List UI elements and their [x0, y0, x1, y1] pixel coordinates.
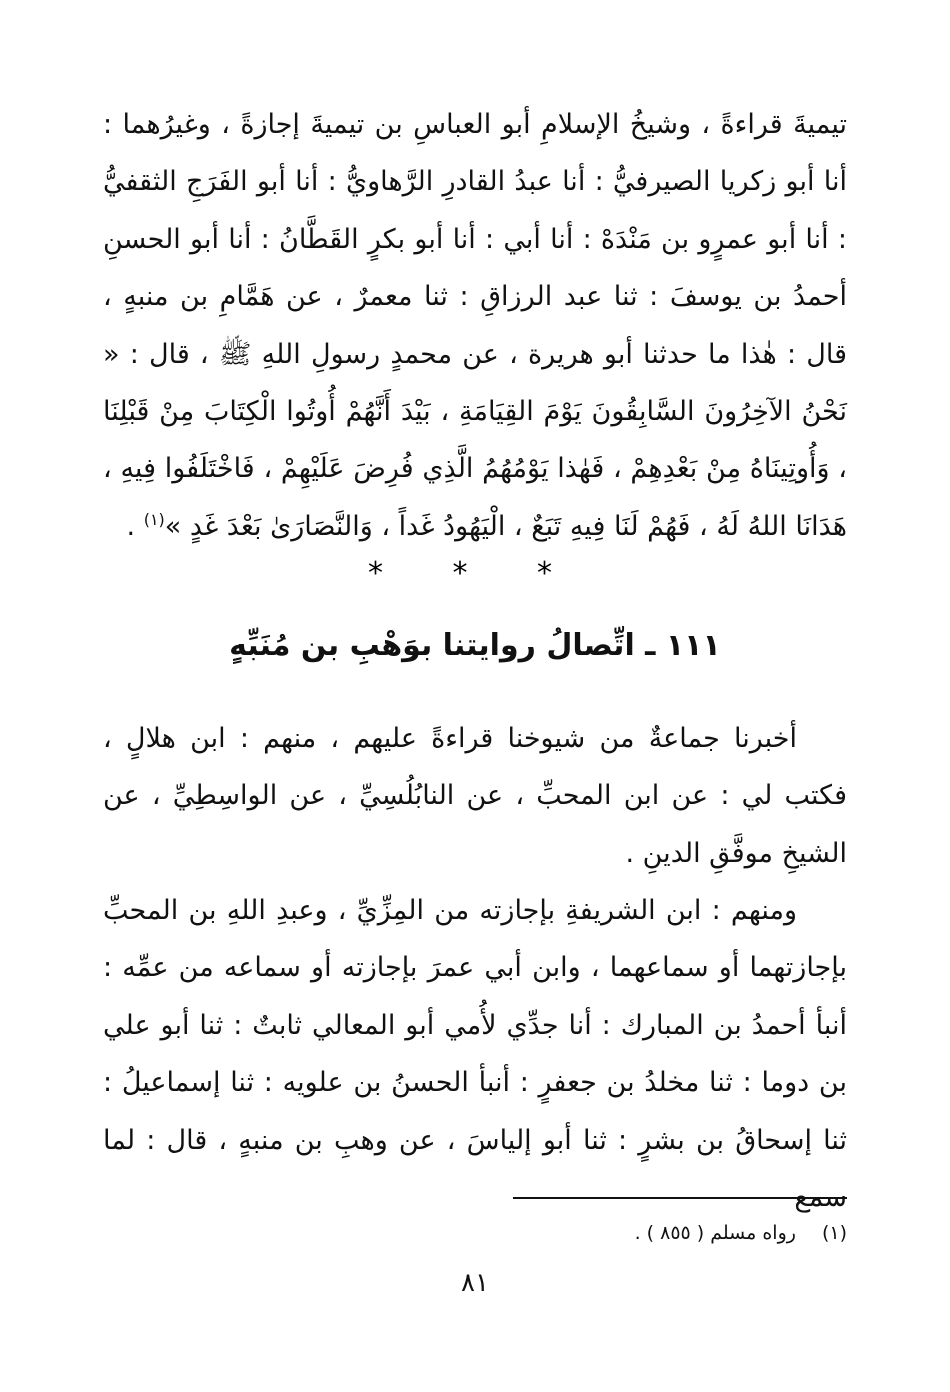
chain-paragraph: ومنهم : ابن الشريفةِ بإجازته من المِزِّيِّ ، وعبدِ اللهِ بن المحبِّ بإجازتهما أو سماعهما ، وابن أبي عمرَ بإجازته أو سماعه من عمِّه : أنبأ أحمدُ بن المبارك : أنا جدِّي لأُمي أبو المعالي ثابتٌ : ثنا أبو علي بن دوما : ثنا مخلدُ بن جعفرٍ : أنبأ الحسنُ بن علويه : ثنا إسماعيلُ : ثنا إسحاقُ بن بشرٍ : ثنا أبو إلياسَ ، عن وهبِ بن منبهٍ ، قال : لما سمع — [103, 895, 847, 1214]
hadith-text: تيميةَ قراءةً ، وشيخُ الإسلامِ أبو العباسِ بن تيميةَ إجازةً ، وغيرُهما : أنا أبو زكريا الصيرفيُّ : أنا عبدُ القادرِ الرَّهاويُّ : أنا أبو الفَرَجِ الثقفيُّ : أنا أبو عمرٍو بن مَنْدَهْ : أنا أبي : أنا أبو بكرٍ القَطَّانُ : أنا أبو الحسنِ أحمدُ بن يوسفَ : ثنا عبد الرزاقِ : ثنا معمرٌ ، عن هَمَّامِ بن منبهٍ ، قال : هٰذا ما حدثنا أبو هريرة ، عن محمدٍ رسولِ اللهِ ﷺ ، قال : « نَحْنُ الآخِرُونَ السَّابِقُونَ يَوْمَ القِيَامَةِ ، بَيْدَ أَنَّهُمْ أُوتُوا الْكِتَابَ مِنْ قَبْلِنَا ، وَأُوتِينَاهُ مِنْ بَعْدِهِمْ ، فَهٰذا يَوْمُهُمُ الَّذِي فُرِضَ عَلَيْهِمْ ، فَاخْتَلَفُوا فِيهِ ، هَدَانَا اللهُ لَهُ ، فَهُمْ لَنَا فِيهِ تَبَعٌ ، الْيَهُودُ غَداً ، وَالنَّصَارَىٰ بَعْدَ غَدٍ » — [103, 109, 847, 542]
footnote-text: رواه مسلم ( ٨٥٥ ) . — [634, 1222, 796, 1244]
footnote-divider — [513, 1197, 847, 1199]
section-separator: * * * — [367, 556, 583, 591]
paragraph-end: . — [126, 510, 144, 542]
section-heading: ١١١ ـ اتِّصالُ روايتنا بوَهْبِ بن مُنَبِّهٍ — [229, 628, 721, 663]
footnote-marker: (١) — [143, 509, 165, 529]
hadith-paragraph — [103, 96, 847, 555]
footnote-number: (١) — [821, 1222, 847, 1244]
footnote — [103, 1218, 847, 1248]
narration-paragraph: أخبرنا جماعةٌ من شيوخنا قراءةً عليهم ، منهم : ابن هلالٍ ، فكتب لي : عن ابن المحبِّ ، عن النابُلُسِيِّ ، عن الواسِطِيِّ ، عن الشيخِ موفَّقِ الدينِ . — [103, 723, 847, 869]
page-number: ٨١ — [461, 1268, 489, 1298]
